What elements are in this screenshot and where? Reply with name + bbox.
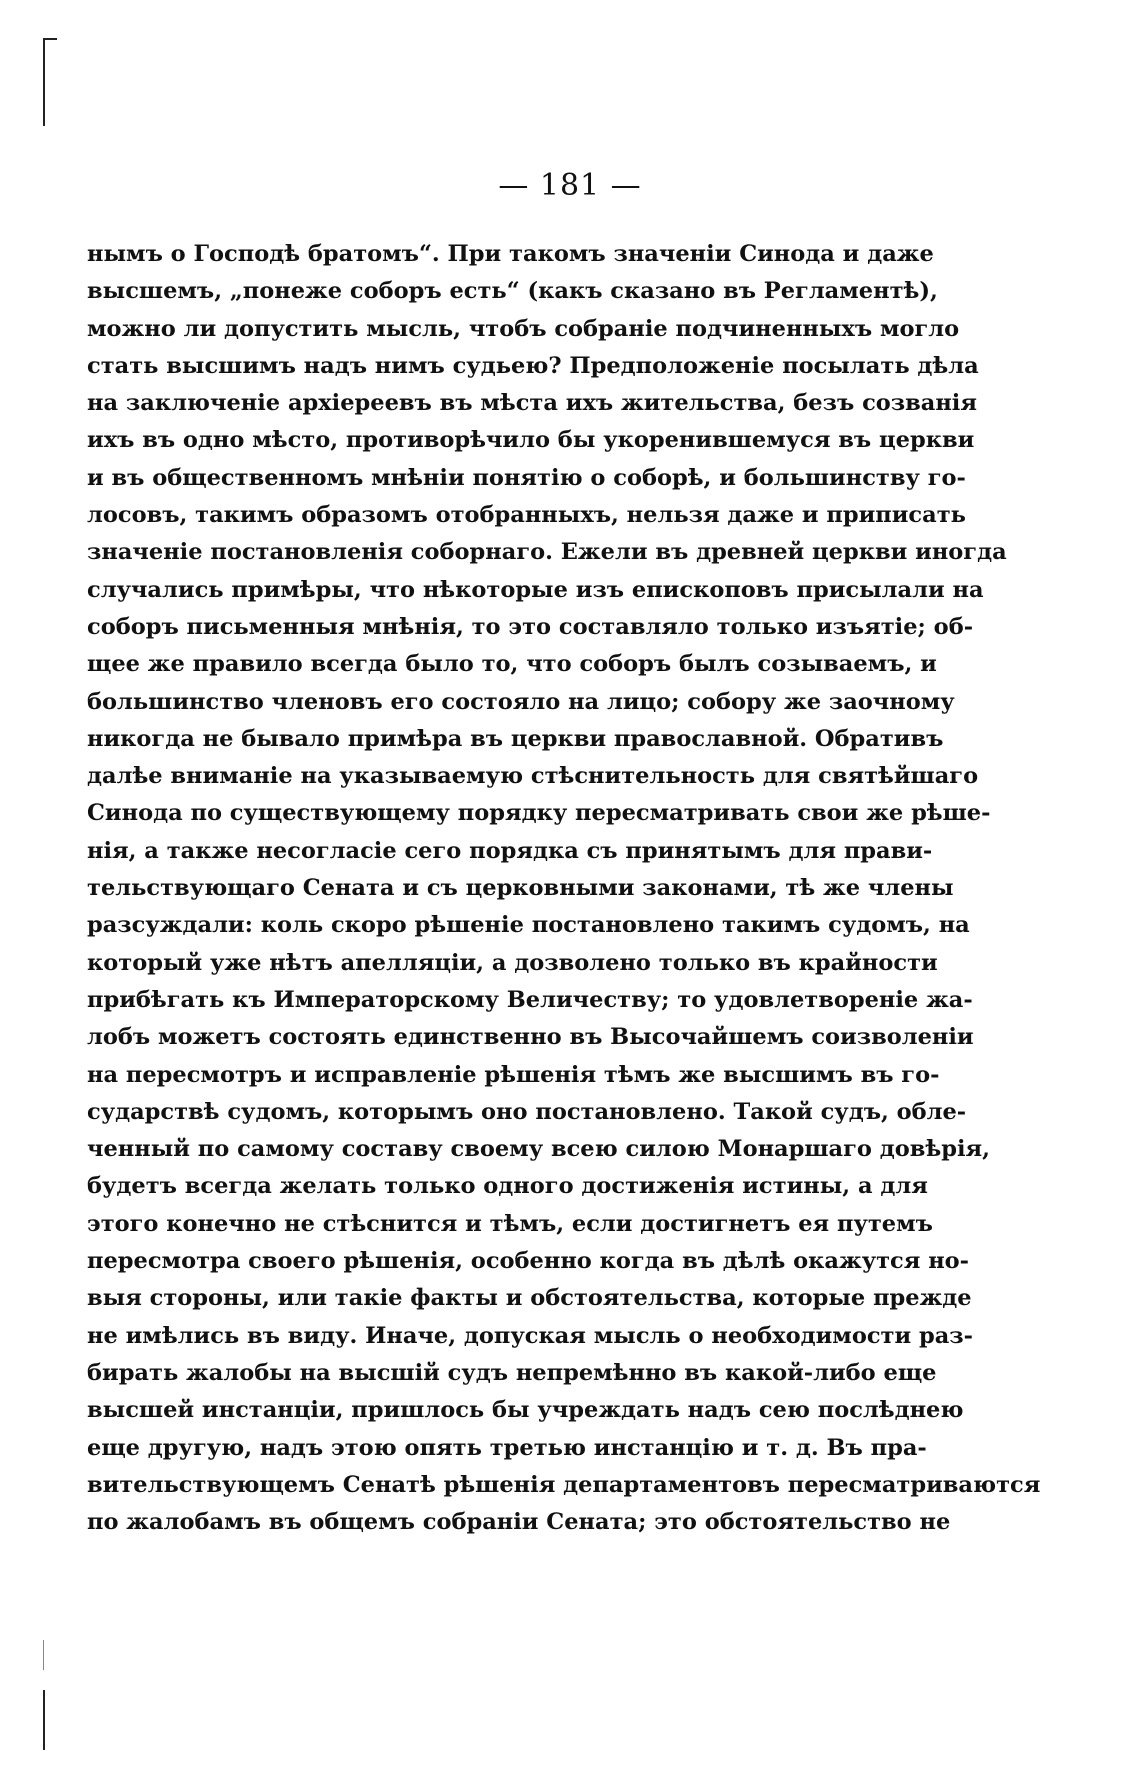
- text-line: соборъ письменныя мнѣнiя, то это составляло только изъятiе; об-: [87, 613, 974, 640]
- text-line: вительствующемъ Сенатѣ рѣшенiя департаментовъ пересматриваются: [87, 1471, 1041, 1498]
- scan-corner-mark: [43, 38, 57, 40]
- text-line: большинство членовъ его состояло на лицо; собору же заочному: [87, 688, 955, 715]
- text-line: высшемъ, „понеже соборъ есть“ (какъ сказано въ Регламентѣ),: [87, 278, 938, 305]
- text-line: лосовъ, такимъ образомъ отобранныхъ, нельзя даже и приписать: [87, 502, 966, 529]
- text-line: будетъ всегда желать только одного достиженiя истины, а для: [87, 1173, 928, 1200]
- text-line: на заключенiе архiереевъ въ мѣста ихъ жительства, безъ созванiя: [87, 390, 977, 417]
- text-line: лобъ можетъ состоять единственно въ Высочайшемъ соизволенiи: [87, 1024, 974, 1051]
- text-line: стать высшимъ надъ нимъ судьею? Предположенiе посылать дѣла: [87, 352, 979, 379]
- text-line: прибѣгать къ Императорскому Величеству; то удовлетворенiе жа-: [87, 986, 973, 1013]
- text-line: и въ общественномъ мнѣнiи понятiю о соборѣ, и большинству го-: [87, 464, 966, 491]
- text-line: этого конечно не стѣснится и тѣмъ, если достигнетъ ея путемъ: [87, 1210, 933, 1237]
- text-line: высшей инстанцiи, пришлось бы учреждать надъ сею послѣднею: [87, 1397, 964, 1424]
- text-line: ченный по самому составу своему всею силою Монаршаго довѣрiя,: [87, 1136, 990, 1163]
- text-line: который уже нѣтъ апелляцiи, а дозволено только въ крайности: [87, 949, 938, 976]
- text-line: можно ли допустить мысль, чтобъ собранiе подчиненныхъ могло: [87, 315, 960, 342]
- text-line: щее же правило всегда было то, что соборъ былъ созываемъ, и: [87, 651, 937, 678]
- text-line: выя стороны, или такiе факты и обстоятельства, которые прежде: [87, 1285, 972, 1312]
- text-line: разсуждали: коль скоро рѣшенiе постановлено такимъ судомъ, на: [87, 912, 970, 939]
- text-line: нымъ о Господѣ братомъ“. При такомъ значенiи Синода и даже: [87, 241, 934, 267]
- scan-edge-mark-bottom-faint: [43, 1640, 44, 1670]
- text-line: далѣе вниманiе на указываемую стѣснительность для святѣйшаго: [87, 763, 979, 790]
- text-line: Синода по существующему порядку пересматривать свои же рѣше-: [87, 800, 991, 827]
- text-line: значенiе постановленiя соборнаго. Ежели въ древней церкви иногда: [87, 539, 1007, 566]
- scan-edge-mark-bottom: [43, 1690, 45, 1750]
- text-line: случались примѣры, что нѣкоторые изъ епископовъ присылали на: [87, 576, 984, 603]
- page-number: — 181 —: [498, 168, 642, 203]
- text-line: еще другую, надъ этою опять третью инстанцiю и т. д. Въ пра-: [87, 1434, 927, 1461]
- text-line: сударствѣ судомъ, которымъ оно постановлено. Такой судъ, обле-: [87, 1098, 967, 1125]
- text-line: тельствующаго Сената и съ церковными законами, тѣ же члены: [87, 875, 954, 902]
- scan-edge-mark-top: [43, 38, 45, 126]
- text-line: бирать жалобы на высшiй судъ непремѣнно въ какой-либо еще: [87, 1359, 937, 1386]
- text-line: нiя, а также несогласiе сего порядка съ принятымъ для прави-: [87, 837, 933, 864]
- text-line: ихъ въ одно мѣсто, противорѣчило бы укоренившемуся въ церкви: [87, 427, 975, 454]
- text-line: по жалобамъ въ общемъ собранiи Сената; это обстоятельство не: [87, 1509, 951, 1536]
- text-line: на пересмотръ и исправленiе рѣшенiя тѣмъ же высшимъ въ го-: [87, 1061, 940, 1088]
- text-line: пересмотра своего рѣшенiя, особенно когда въ дѣлѣ окажутся но-: [87, 1248, 970, 1275]
- body-text: [87, 236, 1041, 1541]
- text-line: никогда не бывало примѣра въ церкви православной. Обративъ: [87, 725, 944, 752]
- text-line: не имѣлись въ виду. Иначе, допуская мысль о необходимости раз-: [87, 1322, 973, 1349]
